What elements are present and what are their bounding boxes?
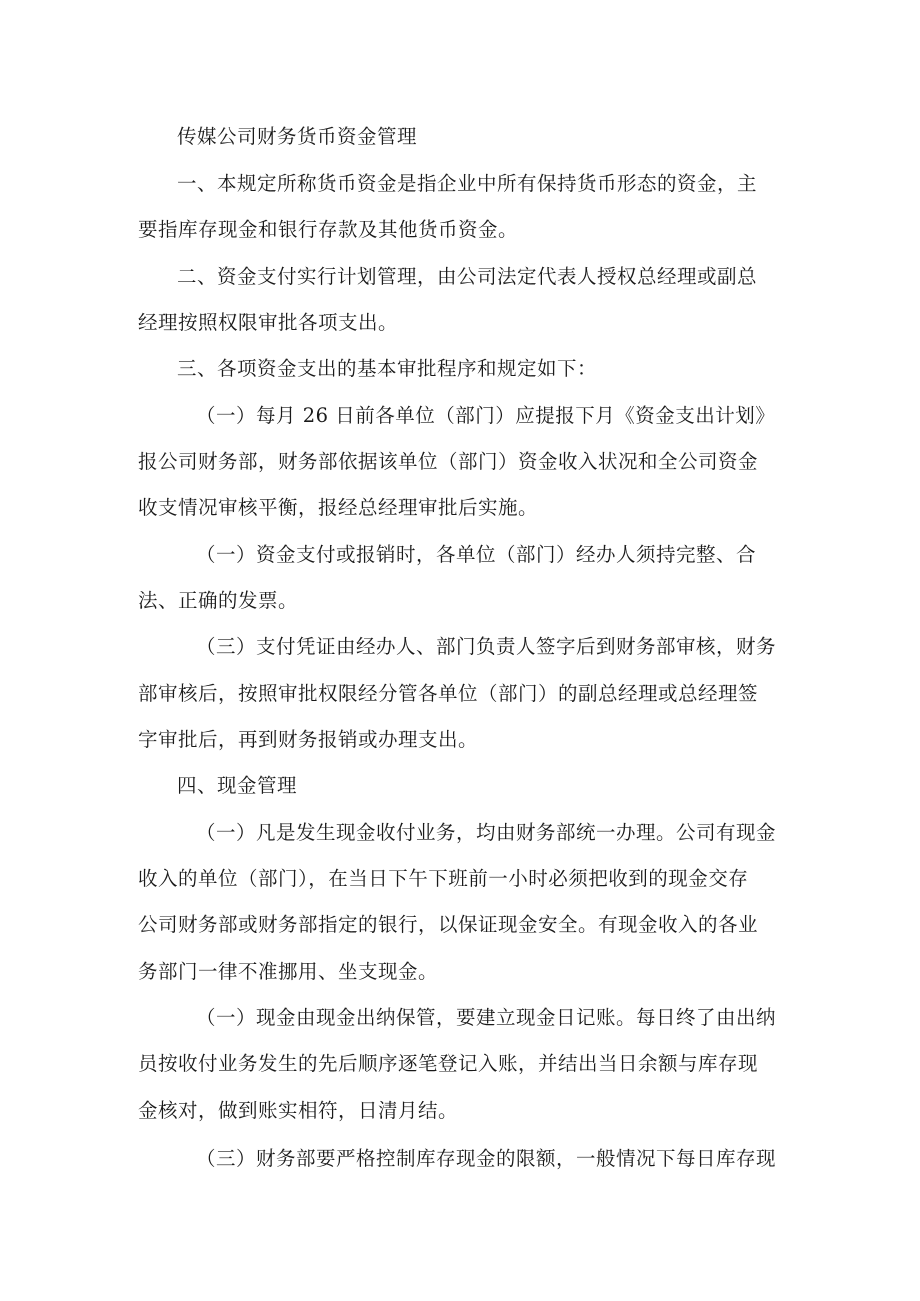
paragraph-line: （一）每月 26 日前各单位（部门）应提报下月《资金支出计划》 [196,404,776,427]
paragraph-line: （三）财务部要严格控制库存现金的限额，一般情况下每日库存现 [196,1147,777,1170]
paragraph-line: 二、资金支付实行计划管理，由公司法定代表人授权总经理或副总 [177,265,758,288]
paragraph-line: 法、正确的发票。 [138,589,299,612]
paragraph-line: 经理按照权限审批各项支出。 [138,311,399,334]
paragraph-line: 金核对，做到账实相符，日清月结。 [138,1099,459,1122]
paragraph-line: 要指库存现金和银行存款及其他货币资金。 [138,218,519,241]
paragraph-line: 三、各项资金支出的基本审批程序和规定如下： [177,357,598,380]
paragraph-line: 收支情况审核平衡，报经总经理审批后实施。 [138,496,539,519]
document-title: 传媒公司财务货币资金管理 [177,125,418,148]
paragraph-line: 一、本规定所称货币资金是指企业中所有保持货币形态的资金，主 [177,172,758,195]
paragraph-line: 务部门一律不准挪用、坐支现金。 [138,960,439,983]
paragraph-line: 部审核后，按照审批权限经分管各单位（部门）的副总经理或总经理签 [138,682,759,705]
paragraph-line: 员按收付业务发生的先后顺序逐笔登记入账，并结出当日余额与库存现 [138,1052,759,1075]
paragraph-line: 字审批后，再到财务报销或办理支出。 [138,728,479,751]
paragraph-line: 四、现金管理 [177,774,298,797]
paragraph-line: 报公司财务部，财务部依据该单位（部门）资金收入状况和全公司资金 [138,450,759,473]
paragraph-line: （一）资金支付或报销时，各单位（部门）经办人须持完整、合 [196,543,757,566]
paragraph-line: （三）支付凭证由经办人、部门负责人签字后到财务部审核，财务 [196,635,777,658]
paragraph-line: 收入的单位（部门），在当日下午下班前一小时必须把收到的现金交存 [138,867,749,890]
paragraph-line: （一）凡是发生现金收付业务，均由财务部统一办理。公司有现金 [196,821,777,844]
paragraph-line: 公司财务部或财务部指定的银行，以保证现金安全。有现金收入的各业 [138,913,759,936]
paragraph-line: （一）现金由现金出纳保管，要建立现金日记账。每日终了由出纳 [196,1006,777,1029]
